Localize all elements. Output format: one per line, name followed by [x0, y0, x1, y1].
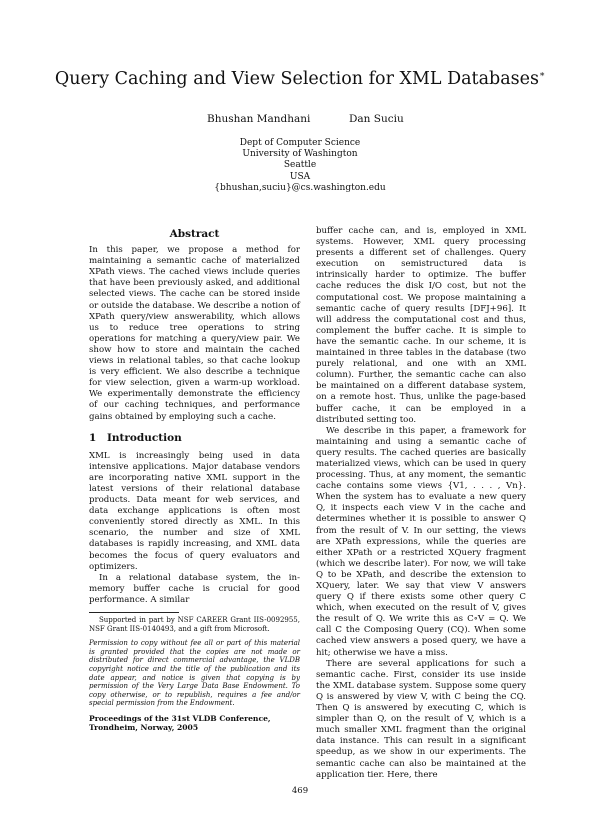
affiliation-line: USA	[289, 171, 311, 182]
body-paragraph: We describe in this paper, a framework for maintaining and using a semantic cache of query results. The cached queries are basically materialized views, which can be used in query processing. Thus, at any moment, the semantic cache contains some views {V1, . . . , Vn}. When the system has to evaluate a new query Q, it inspects each view V in the cache and determines whether it is possible to answer Q from the result of V. In our setting, the views are XPath expressions, while the queries are either XPath or a restricted XQuery fragment (which we describe later). For now, we will take Q to be XPath, and describe the extension to XQuery, later. We say that view V answers query Q if there exists some other query C which, when executed on the result of V, gives the result of Q. We write this as C∘V = Q. We call C the Composing Query (CQ). When some cached view answers a posed query, we have a hit; otherwise we have a miss.	[316, 425, 529, 658]
footnote-rule	[89, 612, 179, 613]
proceedings-info: Proceedings of the 31st VLDB Conference, Trondheim, Norway, 2005	[89, 713, 271, 733]
page-number: 469	[291, 786, 309, 796]
left-column	[89, 228, 303, 733]
abstract-heading: Abstract	[169, 228, 220, 240]
affiliation-block	[0, 138, 600, 194]
author-1: Bhushan Mandhani	[207, 113, 311, 125]
body-paragraph: In a relational database system, the in-memory buffer cache is crucial for good performance. A similar	[89, 572, 303, 605]
section-number: 1	[89, 431, 97, 444]
abstract-text: In this paper, we propose a method for maintaining a semantic cache of materialized XPath views. The cached views include queries that have been previously asked, and additional selected views. The cache can be stored inside or outside the database. We describe a notion of XPath query/view answerability, which allows us to reduce tree operations to string operations for matching a query/view pair. We show how to store and maintain the cached views in relational tables, so that cache lookup is very efficient. We also describe a technique for view selection, given a warm-up workload. We experimentally demonstrate the efficiency of our caching techniques, and performance gains obtained by employing such a cache.	[89, 245, 303, 422]
right-column	[316, 226, 529, 781]
section-heading-introduction	[89, 433, 300, 444]
body-paragraph: buffer cache can, and is, employed in XML systems. However, XML query processing presents a different set of challenges. Query execution on semistructured data is intrinsically harder to optimize. The buffer cache reduces the disk I/O cost, but not the computational cost. We propose maintaining a semantic cache of query results [DFJ+96]. It will address the computational cost and thus, complement the buffer cache. It is simple to have the semantic cache. In our scheme, it is maintained in three tables in the database (two purely relational, and one with an XML column). Further, the semantic cache can also be maintained on a different database system, on a remote host. Thus, unlike the page-based buffer cache, it can be employed in a distributed setting too.	[316, 226, 529, 425]
section-title: Introduction	[107, 431, 182, 444]
permission-notice: Permission to copy without fee all or part of this material is granted provided that the copies are not made or distributed for direct commercial advantage, the VLDB copyright notice and the title of the publication and its date appear, and notice is given that copying is by permission of the Very Large Data Base Endowment. To copy otherwise, or to republish, requires a fee and/or special permission from the Endowment.	[89, 639, 303, 708]
footnote: Supported in part by NSF CAREER Grant IIS-0092955, NSF Grant IIS-0140493, and a gift from Microsoft.	[89, 616, 303, 633]
title-footnote-mark: ∗	[538, 70, 546, 80]
author-email: {bhushan,suciu}@cs.washington.edu	[214, 182, 386, 193]
body-paragraph: XML is increasingly being used in data intensive applications. Major database vendors are incorporating native XML support in the latest versions of their relational database products. Data meant for web services, and data exchange applications is often most conveniently stored directly as XML. In this scenario, the number and size of XML databases is rapidly increasing, and XML data becomes the focus of query evaluators and optimizers.	[89, 450, 303, 572]
author-2: Dan Suciu	[349, 113, 404, 125]
affiliation-line: Seattle	[283, 160, 317, 171]
affiliation-line: Dept of Computer Science	[239, 138, 361, 148]
body-paragraph: There are several applications for such a semantic cache. First, consider its use inside the XML database system. Suppose some query Q is answered by view V, with C being the CQ. Then Q is answered by executing C, which is simpler than Q, on the result of V, which is a much smaller XML fragment than the original data instance. This can result in a significant speedup, as we show in our experiments. The semantic cache can also be maintained at the application tier. Here, there	[316, 658, 529, 780]
paper-title: Query Caching and View Selection for XML Databases∗	[54, 68, 546, 89]
affiliation-line: University of Washington	[242, 149, 358, 160]
